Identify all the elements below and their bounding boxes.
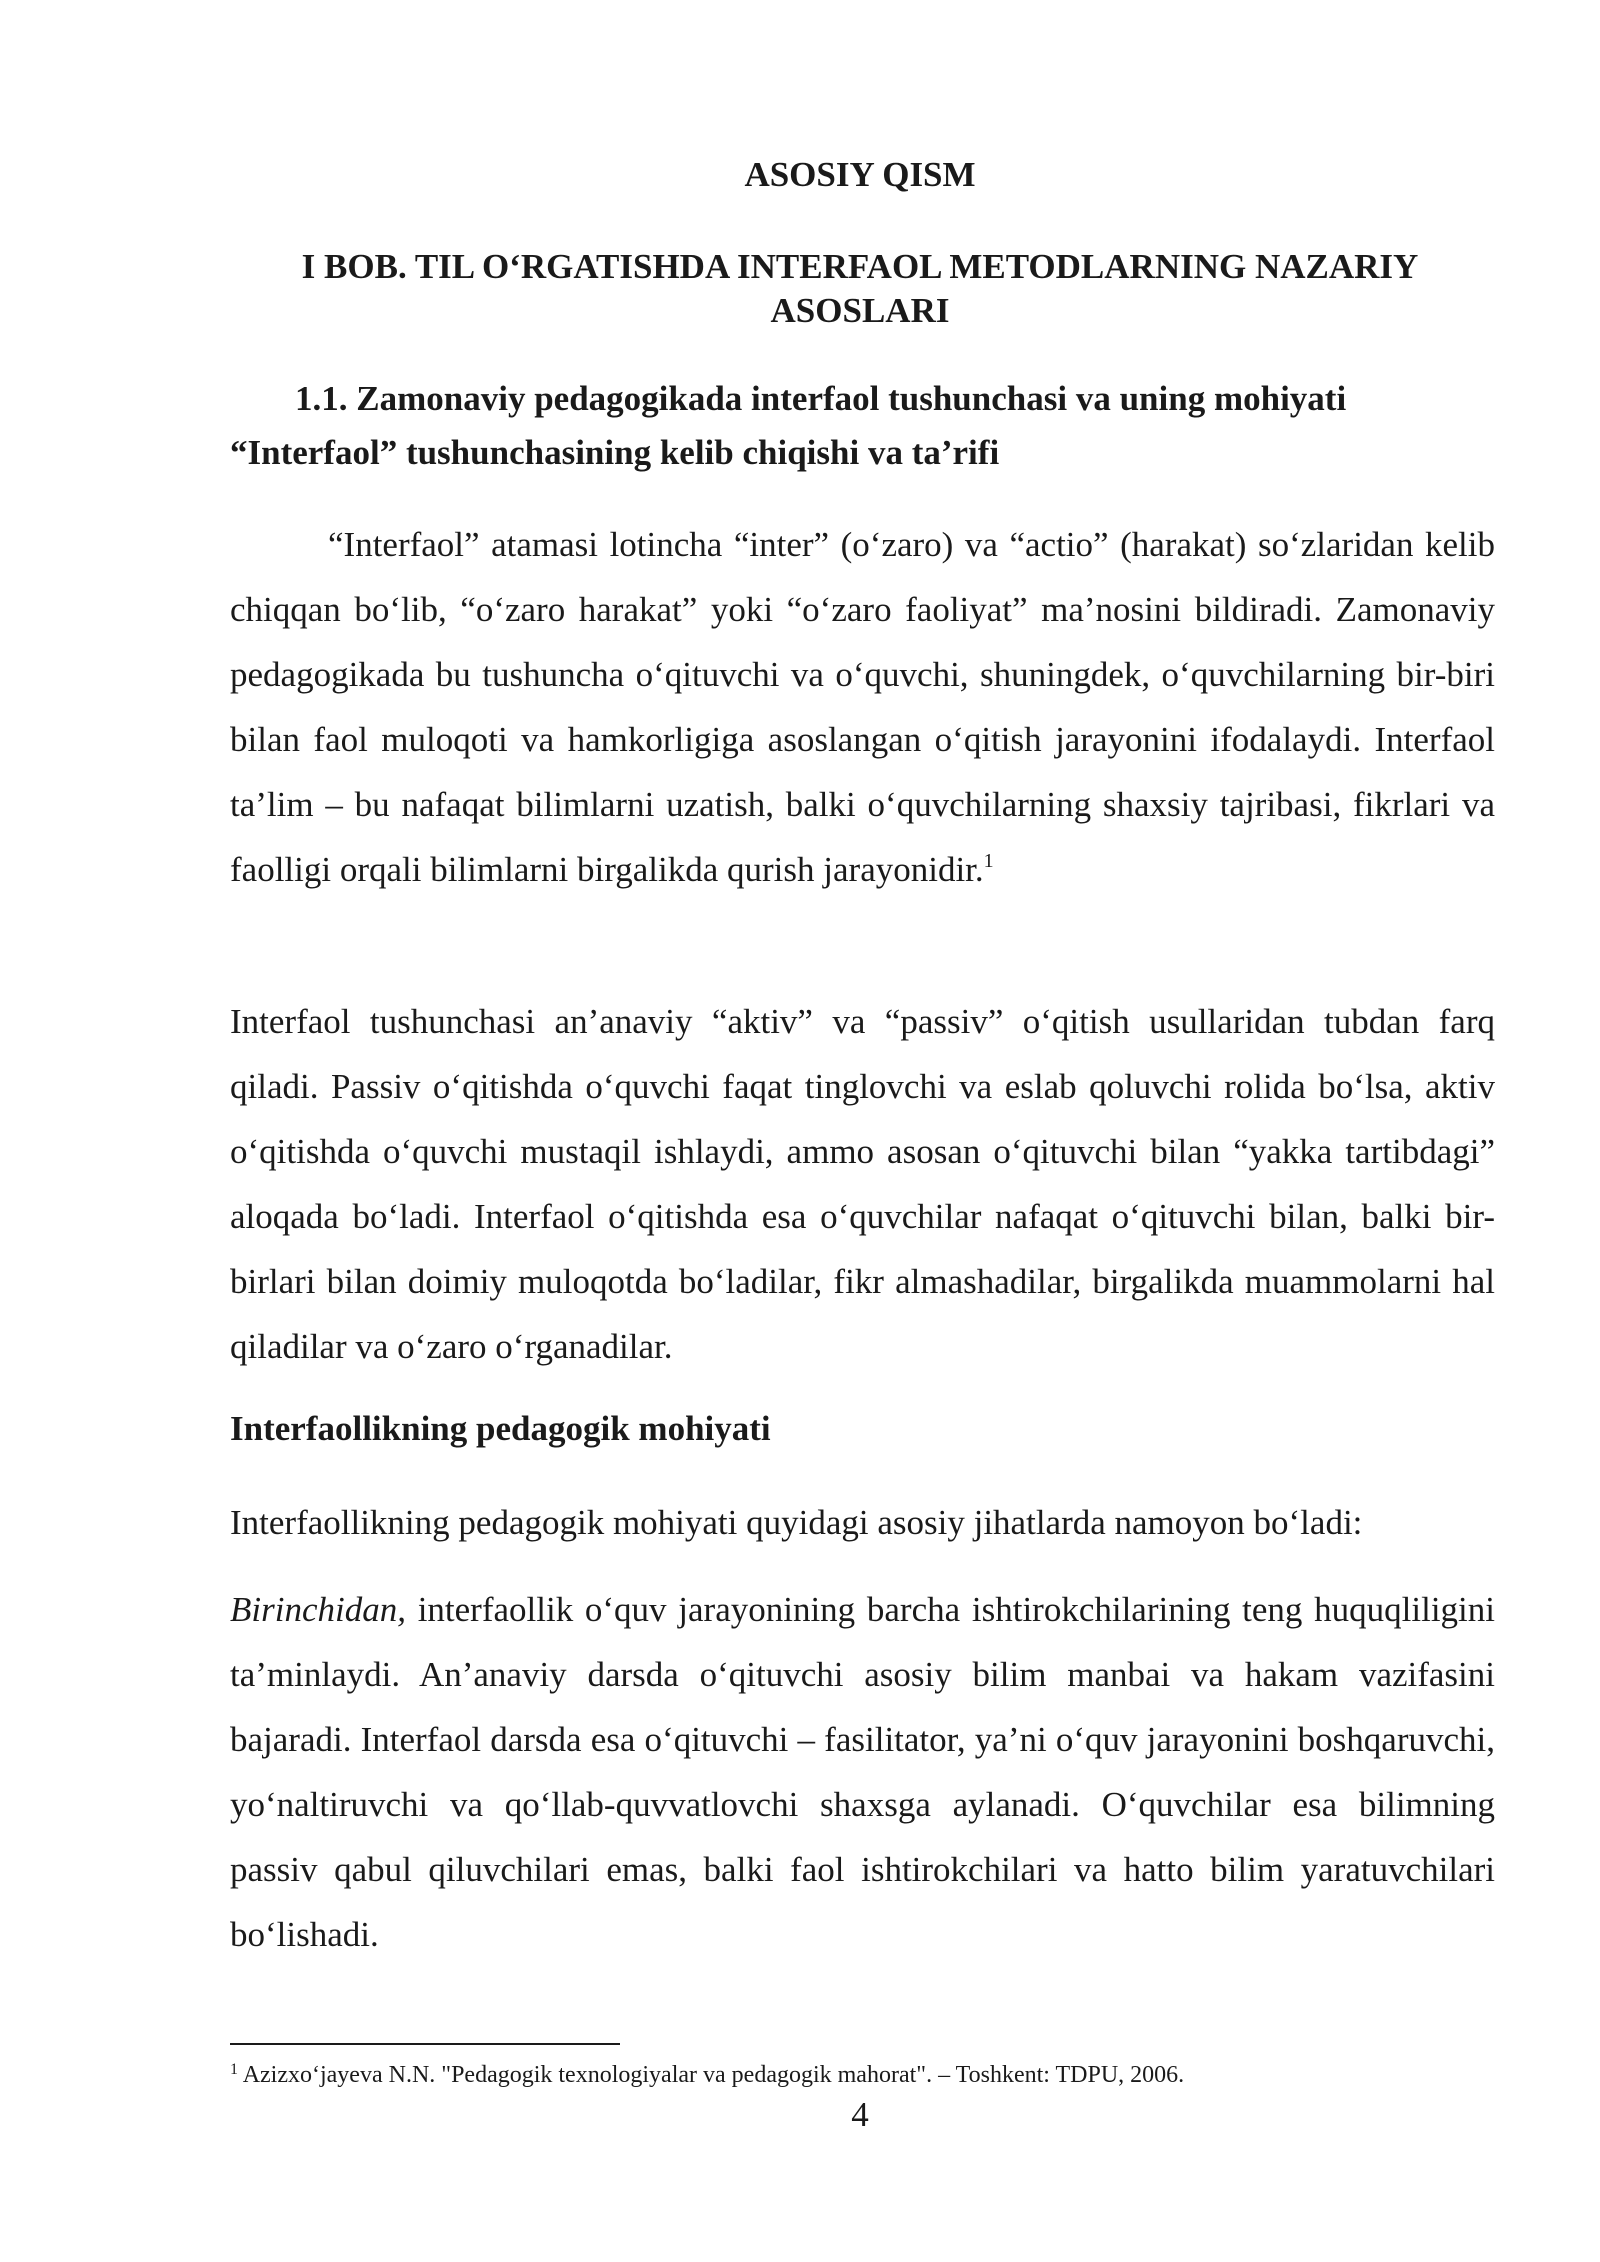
footnote-text: Azizxo‘jayeva N.N. "Pedagogik texnologiyalar va pedagogik mahorat". – Toshkent: TDPU, 2006.: [242, 2062, 1185, 2088]
page-number: 4: [851, 2095, 869, 2134]
chapter-title: I BOB. TIL O‘RGATISHDA INTERFAOL METODLARNING NAZARIY ASOSLARI: [301, 247, 1419, 330]
paragraph-2: Interfaol tushunchasi an’anaviy “aktiv” va “passiv” o‘qitish usullaridan tubdan farq qiladi. Passiv o‘qitishda o‘quvchi faqat tinglovchi va eslab qoluvchi rolida bo‘lsa, aktiv o‘qitishda o‘quvchi mustaqil ishlaydi, ammo asosan o‘qituvchi bilan “yakka tartibdagi” aloqada bo‘ladi. Interfaol o‘qitishda esa o‘quvchilar nafaqat o‘qituvchi bilan, balki bir-birlari bilan doimiy muloqotda bo‘ladilar, fikr almashadilar, birgalikda muammolarni hal qiladilar va o‘zaro o‘rganadilar.: [230, 1002, 1495, 1366]
main-heading: ASOSIY QISM: [744, 155, 976, 194]
section-title: 1.1. Zamonaviy pedagogikada interfaol tushunchasi va uning mohiyati: [295, 379, 1347, 418]
section-heading-block: [230, 372, 1495, 480]
paragraph-4: [230, 1577, 1495, 1967]
footnote-separator: [230, 2043, 620, 2045]
footnote-reference: 1: [983, 850, 994, 872]
paragraph-4-lead: Birinchidan,: [230, 1590, 406, 1629]
section-heading-2: Interfaollikning pedagogik mohiyati: [230, 1409, 771, 1448]
footnote: [230, 2060, 1495, 2090]
paragraph-1: [230, 512, 1495, 902]
paragraph-4-text: interfaollik o‘quv jarayonining barcha ishtirokchilarining teng huquqliligini ta’minlaydi. An’anaviy darsda o‘qituvchi asosiy bilim manbai va hakam vazifasini bajaradi. Interfaol darsda esa o‘qituvchi – fasilitator, ya’ni o‘quv jarayonini boshqaruvchi, yo‘naltiruvchi va qo‘llab-quvvatlovchi shaxsga aylanadi. O‘quvchilar esa bilimning passiv qabul qiluvchilari emas, balki faol ishtirokchilari va hatto bilim yaratuvchilari bo‘lishadi.: [230, 1590, 1495, 1954]
paragraph-3: Interfaollikning pedagogik mohiyati quyidagi asosiy jihatlarda namoyon bo‘ladi:: [230, 1503, 1363, 1542]
subsection-title: “Interfaol” tushunchasining kelib chiqishi va ta’rifi: [230, 433, 1000, 472]
paragraph-1-text: “Interfaol” atamasi lotincha “inter” (o‘zaro) va “actio” (harakat) so‘zlaridan kelib chiqqan bo‘lib, “o‘zaro harakat” yoki “o‘zaro faoliyat” ma’nosini bildiradi. Zamonaviy pedagogikada bu tushuncha o‘qituvchi va o‘quvchi, shuningdek, o‘quvchilarning bir-biri bilan faol muloqoti va hamkorligiga asoslangan o‘qitish jarayonini ifodalaydi. Interfaol ta’lim – bu nafaqat bilimlarni uzatish, balki o‘quvchilarning shaxsiy tajribasi, fikrlari va faolligi orqali bilimlarni birgalikda qurish jarayonidir.: [230, 525, 1495, 889]
footnote-number: 1: [230, 2061, 238, 2078]
